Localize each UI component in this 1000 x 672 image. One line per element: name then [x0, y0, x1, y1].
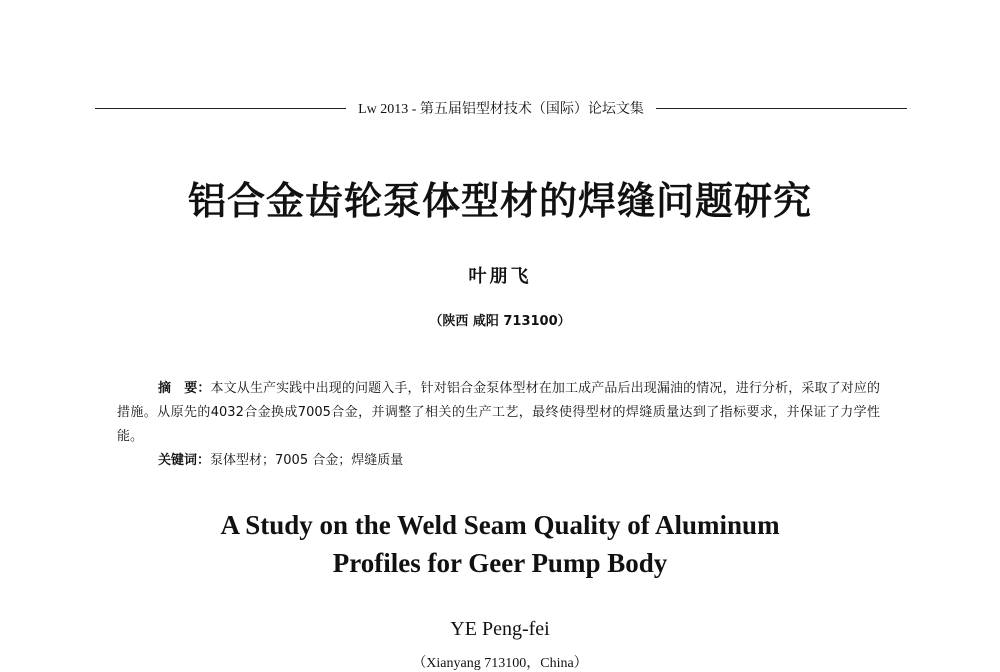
header-text: Lw 2013 - 第五届铝型材技术（国际）论坛文集	[358, 102, 644, 117]
keywords-text: 泵体型材；7005 合金；焊缝质量	[210, 453, 404, 468]
keywords-paragraph	[117, 449, 880, 473]
header-rule-left	[95, 108, 346, 109]
running-header	[95, 96, 907, 120]
english-author: YE Peng-fei	[450, 618, 550, 640]
abstract-paragraph	[117, 377, 880, 449]
keywords-label: 关键词：	[158, 453, 211, 468]
abstract-block	[117, 377, 880, 473]
english-title-line-2: Profiles for Geer Pump Body	[332, 548, 668, 578]
english-title	[0, 506, 1000, 582]
abstract-label: 摘 要：	[158, 381, 211, 396]
chinese-affiliation: （陕西 咸阳 713100）	[429, 314, 571, 329]
header-rule-right	[656, 108, 907, 109]
english-title-line-1: A Study on the Weld Seam Quality of Aluminum	[220, 510, 780, 540]
abstract-text: 本文从生产实践中出现的问题入手，针对铝合金泵体型材在加工成产品后出现漏油的情况，进行分析，采取了对应的措施。从原先的4032合金换成7005合金，并调整了相关的生产工艺，最终使得型材的焊缝质量达到了指标要求，并保证了力学性能。	[117, 381, 880, 444]
english-affiliation: （Xianyang 713100，China）	[412, 656, 588, 671]
chinese-author: 叶朋飞	[468, 266, 532, 287]
chinese-title: 铝合金齿轮泵体型材的焊缝问题研究	[187, 179, 812, 223]
